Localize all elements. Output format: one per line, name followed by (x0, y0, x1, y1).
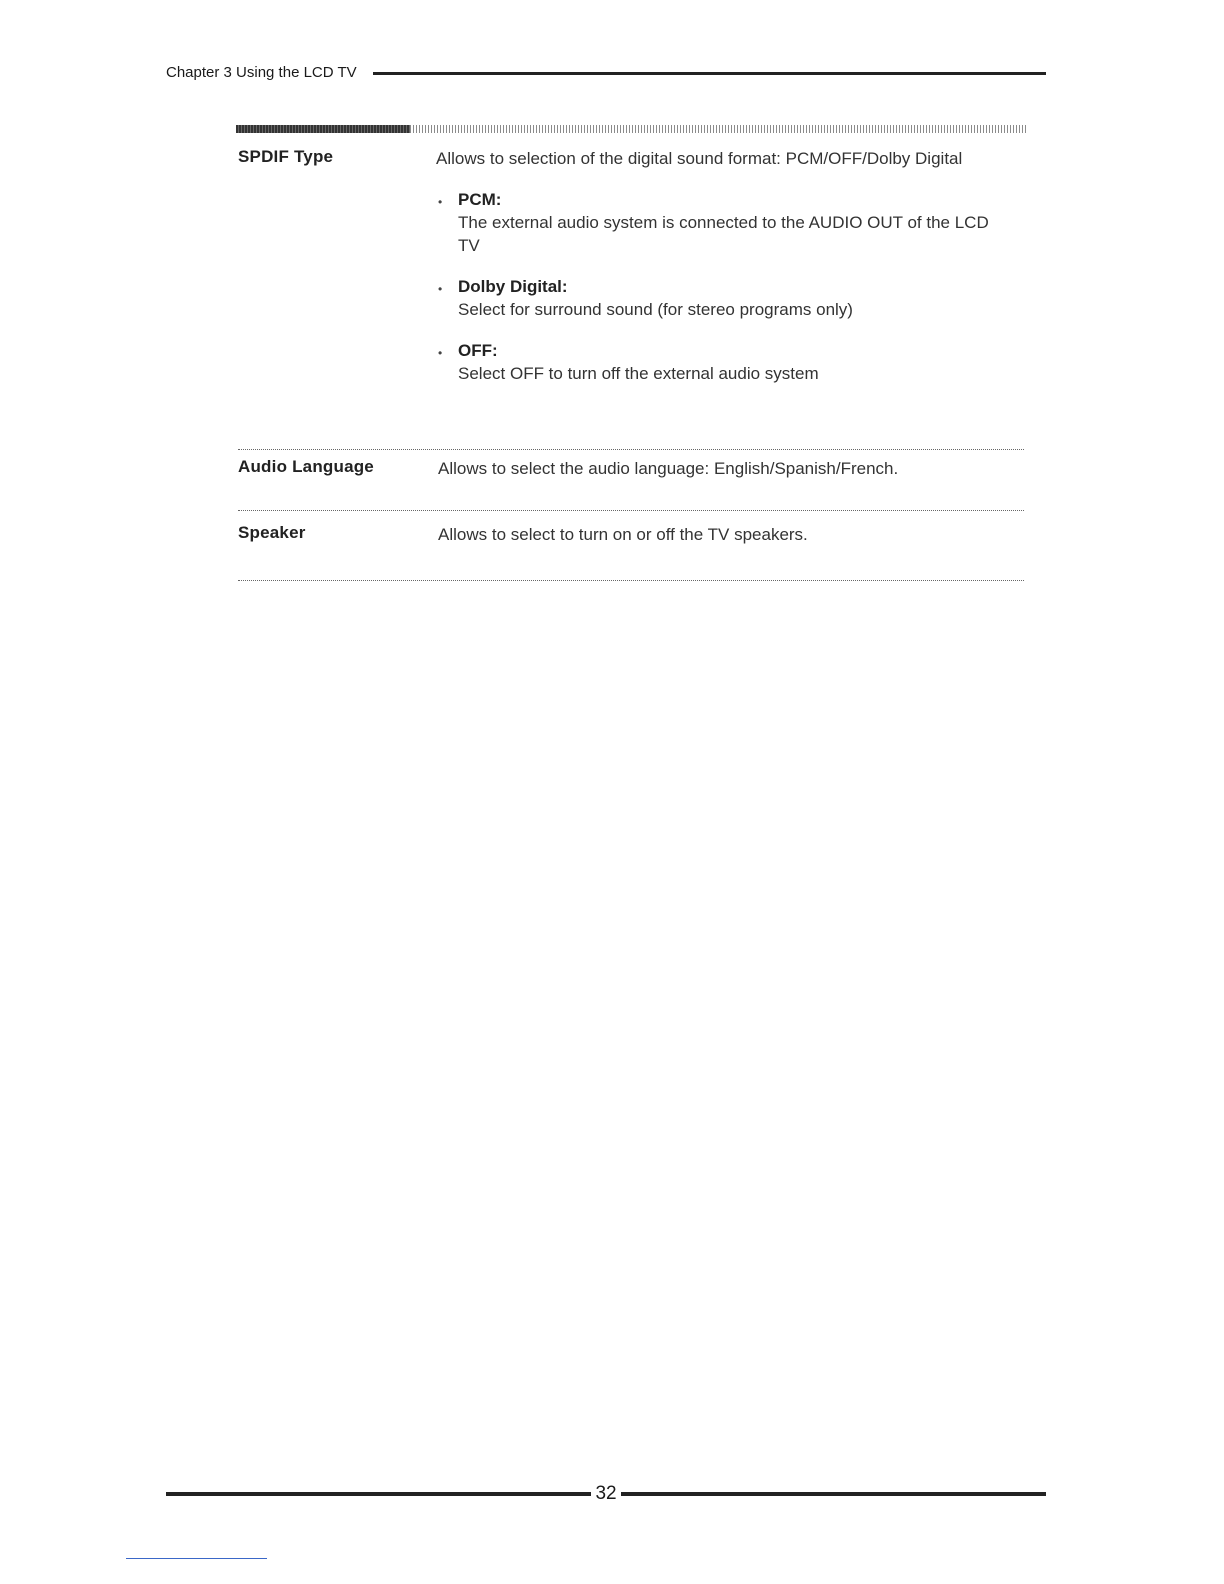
table-top-bar (236, 125, 1028, 133)
bullet-body: Select for surround sound (for stereo programs only) (458, 300, 853, 319)
bullet-off (436, 339, 1006, 385)
page-number: 32 (595, 1483, 617, 1504)
bullet-title: Dolby Digital: (458, 277, 568, 296)
row-divider (238, 449, 1024, 450)
row-divider (238, 510, 1024, 511)
bullet-title: PCM: (458, 190, 502, 209)
page-footer (166, 1481, 1046, 1507)
table-top-bar-dotted (410, 125, 1028, 133)
description-speaker: Allows to select to turn on or off the TV speakers. (438, 525, 808, 544)
table-top-bar-dark (236, 125, 410, 133)
footer-rule-right (621, 1492, 1046, 1496)
term-audio-language: Audio Language (238, 457, 374, 476)
description-text: Allows to selection of the digital sound format: PCM/OFF/Dolby Digital (436, 149, 963, 168)
page-header (166, 60, 1046, 84)
header-rule (373, 72, 1046, 75)
underline-artifact (126, 1558, 267, 1559)
bullet-icon: • (438, 195, 443, 209)
footer-rule-left (166, 1492, 591, 1496)
bullet-body: The external audio system is connected to the AUDIO OUT of the LCD TV (458, 213, 989, 255)
bullet-dolby-digital (436, 275, 1006, 321)
bullet-icon: • (438, 346, 443, 360)
term-speaker: Speaker (238, 523, 306, 542)
bullet-pcm (436, 188, 1006, 257)
chapter-title: Chapter 3 Using the LCD TV (166, 63, 357, 81)
bullet-body: Select OFF to turn off the external audio system (458, 364, 819, 383)
bullet-icon: • (438, 282, 443, 296)
description-spdif-type (436, 147, 1006, 385)
description-audio-language: Allows to select the audio language: English/Spanish/French. (438, 459, 899, 478)
table-bottom-rule (238, 580, 1024, 581)
bullet-title: OFF: (458, 341, 498, 360)
term-spdif-type: SPDIF Type (238, 147, 334, 166)
